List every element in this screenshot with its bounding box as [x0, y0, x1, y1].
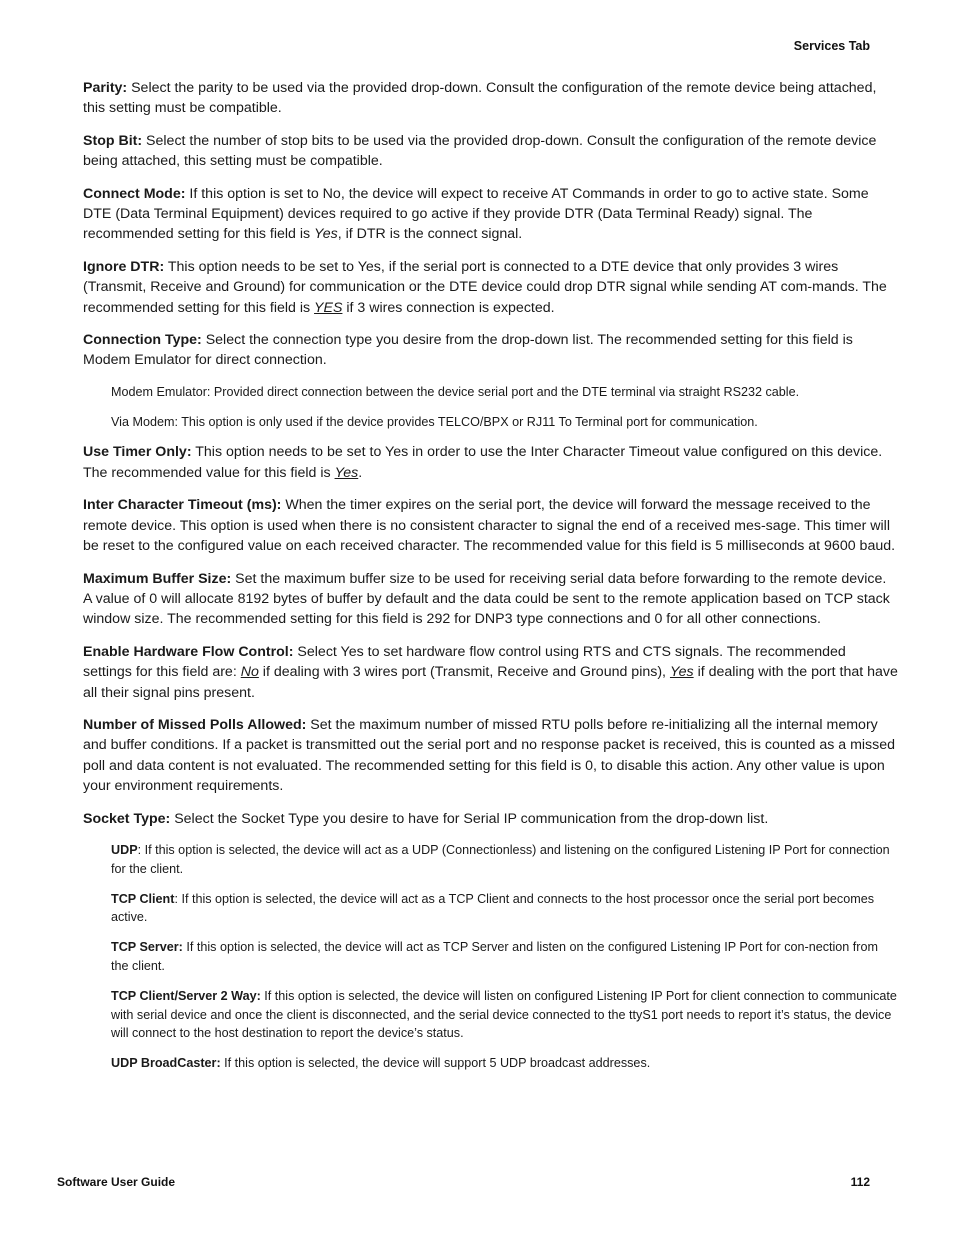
connection-type-option: Via Modem: This option is only used if the device provides TELCO/BPX or RJ11 To Terminal port for communication. [111, 414, 758, 429]
socket-option-text: : If this option is selected, the device will act as a UDP (Connectionless) and listening on the configured Listening IP Port for connection for the client. [111, 842, 890, 876]
stop-bit-text: Select the number of stop bits to be used via the provided drop-down. Consult the configuration of the remote device being attached, this setting must be compatible. [83, 132, 877, 170]
socket-option-text: : If this option is selected, the device will act as a TCP Client and connects to the host processor once the serial port becomes active. [111, 891, 875, 925]
connect-mode-label: Connect Mode: [83, 185, 186, 202]
stop-bit-paragraph [83, 131, 898, 172]
parity-label: Parity: [83, 80, 128, 96]
socket-type-option [111, 890, 898, 928]
socket-option-label: TCP Client/Server 2 Way: [111, 988, 261, 1003]
connect-mode-value: Yes [314, 226, 338, 243]
page-number: 112 [850, 1175, 870, 1189]
hw-flow-value-no: No [240, 664, 259, 681]
ignore-dtr-paragraph [83, 257, 898, 318]
max-buffer-text: Set the maximum buffer size to be used for receiving serial data before forwarding to the remote device. A value of 0 will allocate 8192 bytes of buffer by default and the data could be sent to the remote application based on TCP stack window size. The recommended setting for this field is 292 for DNP3 type connections and 0 for all other connections. [83, 570, 890, 628]
socket-type-option [111, 841, 898, 879]
missed-polls-paragraph [83, 715, 898, 797]
socket-option-text: If this option is selected, the device will listen on configured Listening IP Port for client connection to communicate with serial device and once the client is disconnected, and the serial device connected to the ttyS1 port needs to report it’s status, the device will connect to the host destination to report the device’s status. [111, 988, 897, 1041]
socket-type-label: Socket Type: [83, 810, 171, 827]
inter-char-timeout-label: Inter Character Timeout (ms): [83, 497, 282, 514]
parity-paragraph [83, 78, 898, 119]
ignore-dtr-text: This option needs to be set to Yes, if the serial port is connected to a DTE device that only provides 3 wires (Transmit, Receive and Ground) for communication or the DTE device could drop DTR signal while sending AT com-mands. The recommended setting for this field is [83, 258, 887, 316]
hw-flow-paragraph [83, 642, 898, 703]
connection-type-text: Select the connection type you desire from the drop-down list. The recommended setting for this field is Modem Emulator for direct connection. [83, 332, 853, 369]
connect-mode-paragraph [83, 184, 898, 245]
running-header: Services Tab [793, 39, 870, 53]
missed-polls-label: Number of Missed Polls Allowed: [83, 716, 307, 733]
use-timer-only-label: Use Timer Only: [83, 444, 192, 461]
connect-mode-tail: , if DTR is the connect signal. [337, 226, 523, 243]
socket-option-label: UDP [111, 842, 138, 857]
connection-type-paragraph [83, 330, 898, 371]
socket-type-option [111, 1054, 898, 1073]
connection-type-option: Modem Emulator: Provided direct connection between the device serial port and the DTE terminal via straight RS232 cable. [111, 384, 800, 399]
hw-flow-label: Enable Hardware Flow Control: [83, 643, 294, 660]
socket-option-text: If this option is selected, the device will act as TCP Server and listen on the configured Listening IP Port for con-nection from the client. [111, 940, 878, 973]
use-timer-only-tail: . [358, 464, 363, 481]
footer-title: Software User Guide [57, 1175, 176, 1189]
ignore-dtr-label: Ignore DTR: [83, 258, 165, 275]
socket-type-paragraph [83, 809, 898, 829]
hw-flow-tail: if dealing with the port that have all their signal pins present. [83, 664, 898, 701]
connect-mode-text: If this option is set to No, the device will expect to receive AT Commands in order to go to active state. Some DTE (Data Terminal Equipment) devices required to go active if they provide DTR (Data Terminal Ready) signal. The recommended setting for this field is [83, 185, 869, 243]
inter-char-timeout-text: When the timer expires on the serial port, the device will forward the message received to the remote device. This option is used when there is no consistent character to signal the end of a received mes-sage. This timer will be reset to the configured value on each received character. The recommended value for this field is 5 milliseconds at 9600 baud. [83, 497, 896, 555]
socket-option-label: TCP Server: [111, 940, 183, 955]
use-timer-only-value: Yes [334, 464, 359, 481]
hw-flow-text: Select Yes to set hardware flow control using RTS and CTS signals. The recommended settings for this field are: [83, 643, 846, 681]
connection-type-label: Connection Type: [83, 332, 202, 349]
ignore-dtr-tail: if 3 wires connection is expected. [342, 299, 555, 316]
parity-text: Select the parity to be used via the provided drop-down. Consult the configuration of the remote device being attached, this setting must be compatible. [83, 80, 877, 117]
ignore-dtr-value: YES [314, 299, 343, 316]
hw-flow-mid: if dealing with 3 wires port (Transmit, Receive and Ground pins), [258, 664, 670, 681]
use-timer-only-paragraph [83, 442, 898, 483]
inter-char-timeout-paragraph [83, 495, 898, 556]
socket-option-label: UDP BroadCaster: [111, 1056, 221, 1071]
socket-option-text: If this option is selected, the device will support 5 UDP broadcast addresses. [220, 1056, 651, 1071]
socket-type-option [111, 987, 898, 1043]
hw-flow-value-yes: Yes [669, 664, 694, 681]
stop-bit-label: Stop Bit: [83, 132, 143, 149]
max-buffer-label: Maximum Buffer Size: [83, 570, 232, 587]
socket-type-option [111, 938, 898, 976]
max-buffer-paragraph [83, 569, 898, 630]
missed-polls-text: Set the maximum number of missed RTU polls before re-initializing all the internal memory and buffer conditions. If a packet is transmitted out the serial port and no response packet is received, this is counted as a missed poll and data content is not evaluated. The recommended setting for this field is 0, to disable this action. Any other value is upon your environment requirements. [83, 716, 896, 795]
socket-option-label: TCP Client [111, 891, 175, 906]
document-body [83, 78, 898, 1084]
socket-type-text: Select the Socket Type you desire to have for Serial IP communication from the drop-down list. [170, 810, 769, 827]
use-timer-only-text: This option needs to be set to Yes in order to use the Inter Character Timeout value configured on this device. The recommended value for this field is [83, 444, 883, 481]
